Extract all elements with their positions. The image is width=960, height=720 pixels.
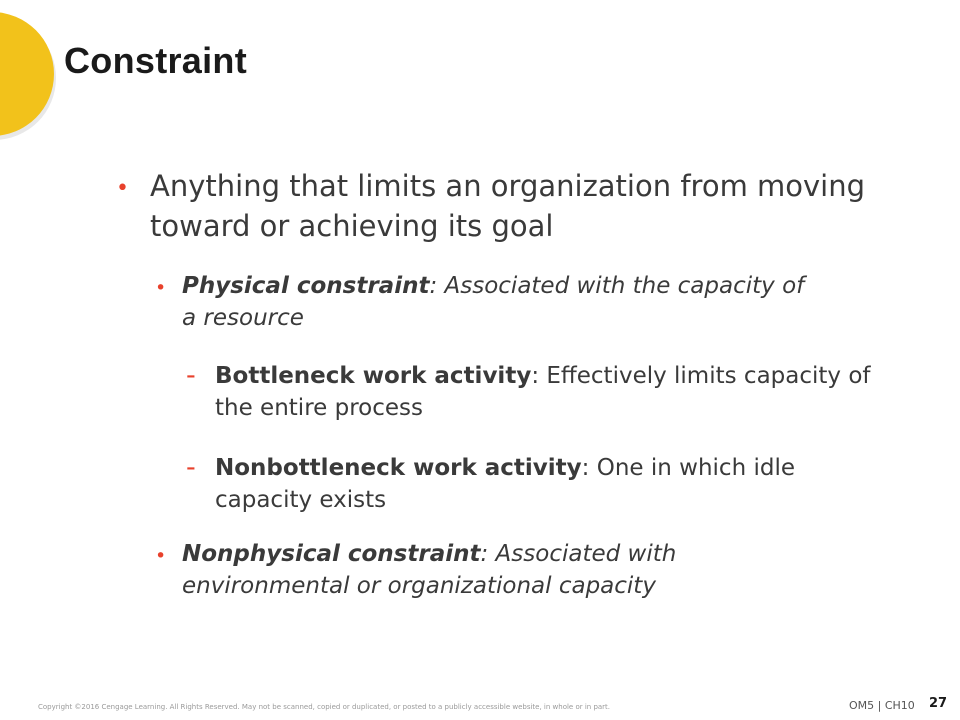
bullet-level1-text: Anything that limits an organization from moving toward or achieving its goal bbox=[150, 169, 866, 243]
footer-course-code: OM5 | CH10 bbox=[849, 699, 915, 712]
accent-circle bbox=[0, 12, 54, 136]
dash-icon: - bbox=[186, 360, 196, 391]
dash-icon: - bbox=[186, 452, 196, 483]
bullet-level1 bbox=[150, 166, 890, 246]
sep-nonphysical: : bbox=[480, 541, 496, 567]
footer-copyright: Copyright ©2016 Cengage Learning. All Rights Reserved. May not be scanned, copied or duplicated, or posted to a publicly accessible website, in whole or in part. bbox=[38, 703, 611, 711]
term-nonphysical: Nonphysical constraint bbox=[182, 541, 481, 567]
sep-bottleneck: : bbox=[531, 363, 547, 389]
bullet-icon: • bbox=[155, 277, 167, 299]
slide-title: Constraint bbox=[64, 40, 247, 81]
term-bottleneck: Bottleneck work activity bbox=[215, 363, 532, 389]
definition-nonbottleneck: One in which idle capacity exists bbox=[215, 455, 795, 513]
bullet-nonphysical-constraint bbox=[182, 538, 822, 602]
definition-bottleneck: Effectively limits capacity of the entire process bbox=[215, 363, 871, 421]
sep-nonbottleneck: : bbox=[581, 455, 597, 481]
bullet-icon: • bbox=[155, 545, 167, 567]
bullet-physical-constraint bbox=[182, 270, 822, 334]
sep-physical: : bbox=[429, 273, 445, 299]
bullet-icon: • bbox=[116, 176, 129, 201]
definition-physical: Associated with the capacity of a resource bbox=[182, 273, 805, 331]
bullet-nonbottleneck bbox=[215, 452, 875, 516]
term-nonbottleneck: Nonbottleneck work activity bbox=[215, 455, 582, 481]
definition-nonphysical: Associated with environmental or organizational capacity bbox=[182, 541, 677, 599]
term-physical: Physical constraint bbox=[182, 273, 430, 299]
bullet-bottleneck bbox=[215, 360, 875, 424]
footer-page-number: 27 bbox=[929, 696, 948, 711]
